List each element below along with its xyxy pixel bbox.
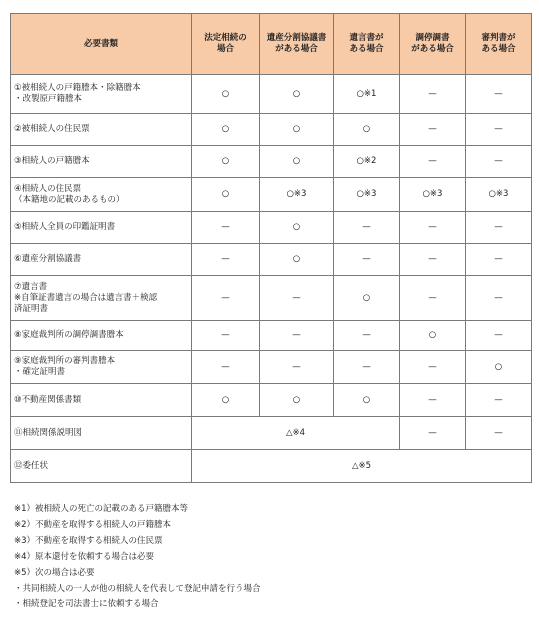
mark-cell: ○ xyxy=(192,178,260,212)
mark-cell: — xyxy=(400,212,466,244)
footnote: ※2）不動産を取得する相続人の戸籍謄本 xyxy=(14,519,172,530)
table-row xyxy=(11,114,532,146)
header-required-documents: 必要書類 xyxy=(11,14,192,75)
mark-cell: — xyxy=(466,276,532,321)
mark-cell: — xyxy=(400,351,466,384)
mark-cell: — xyxy=(466,244,532,276)
mark-cell: — xyxy=(334,351,400,384)
table-row xyxy=(11,351,532,384)
mark-cell: ○ xyxy=(466,351,532,384)
mark-cell: ○ xyxy=(192,146,260,178)
mark-cell: — xyxy=(466,321,532,351)
mark-cell: ○※1 xyxy=(334,75,400,114)
mark-cell: ○ xyxy=(334,114,400,146)
mark-cell: — xyxy=(192,276,260,321)
document-name: ⑨家庭裁判所の審判書謄本 ・確定証明書 xyxy=(11,351,192,384)
mark-cell: — xyxy=(260,321,334,351)
mark-cell: — xyxy=(466,146,532,178)
mark-cell: — xyxy=(260,351,334,384)
mark-cell: ○ xyxy=(260,114,334,146)
mark-cell: ○ xyxy=(334,384,400,417)
table-row xyxy=(11,178,532,212)
document-name: ⑦遺言書 ※自筆証書遺言の場合は遺言書＋検認 済証明書 xyxy=(11,276,192,321)
mark-cell: ○ xyxy=(260,75,334,114)
mark-cell: ○ xyxy=(260,244,334,276)
mark-cell: ○※3 xyxy=(400,178,466,212)
table-header-row xyxy=(11,14,532,75)
mark-cell: — xyxy=(466,75,532,114)
mark-cell: — xyxy=(400,244,466,276)
header-division-agreement: 遺産分割協議書 がある場合 xyxy=(260,14,334,75)
mark-cell: — xyxy=(334,244,400,276)
table-row xyxy=(11,450,532,483)
mark-cell: — xyxy=(400,114,466,146)
document-name: ④相続人の住民票 （本籍地の記載のあるもの） xyxy=(11,178,192,212)
mark-cell: — xyxy=(192,212,260,244)
mark-cell: — xyxy=(400,417,466,450)
mark-cell: ○※3 xyxy=(260,178,334,212)
document-name: ⑪相続関係説明図 xyxy=(11,417,192,450)
mark-cell: ○※2 xyxy=(334,146,400,178)
header-will: 遺言書が ある場合 xyxy=(334,14,400,75)
mark-cell: — xyxy=(466,384,532,417)
mark-cell: — xyxy=(466,114,532,146)
document-name: ①被相続人の戸籍謄本・除籍謄本 ・改製原戸籍謄本 xyxy=(11,75,192,114)
mark-cell: ○ xyxy=(192,114,260,146)
document-name: ③相続人の戸籍謄本 xyxy=(11,146,192,178)
header-statutory-inheritance: 法定相続の 場合 xyxy=(192,14,260,75)
mark-cell: — xyxy=(400,384,466,417)
table-row xyxy=(11,276,532,321)
footnote: ※3）不動産を取得する相続人の住民票 xyxy=(14,535,163,546)
header-judgment: 審判書が ある場合 xyxy=(466,14,532,75)
mark-cell: ○ xyxy=(192,384,260,417)
required-documents-table xyxy=(10,13,532,483)
mark-cell: — xyxy=(334,212,400,244)
document-name: ⑫委任状 xyxy=(11,450,192,483)
footnote: ※5）次の場合は必要 xyxy=(14,567,95,578)
header-mediation: 調停調書 がある場合 xyxy=(400,14,466,75)
table-row xyxy=(11,244,532,276)
mark-cell: — xyxy=(400,75,466,114)
table-row xyxy=(11,321,532,351)
mark-cell: — xyxy=(192,351,260,384)
document-name: ⑧家庭裁判所の調停調書謄本 xyxy=(11,321,192,351)
mark-cell: — xyxy=(192,244,260,276)
mark-cell: ○ xyxy=(400,321,466,351)
document-name: ⑩不動産関係書類 xyxy=(11,384,192,417)
footnote: ※4）原本還付を依頼する場合は必要 xyxy=(14,551,155,562)
footnote: ・相続登記を司法書士に依頼する場合 xyxy=(14,599,159,610)
mark-cell: ○ xyxy=(260,212,334,244)
document-name: ⑤相続人全員の印鑑証明書 xyxy=(11,212,192,244)
merged-mark-cell: △※4 xyxy=(192,417,400,450)
merged-mark-cell: △※5 xyxy=(192,450,532,483)
mark-cell: ○ xyxy=(260,384,334,417)
mark-cell: — xyxy=(260,276,334,321)
table-row xyxy=(11,75,532,114)
mark-cell: ○ xyxy=(192,75,260,114)
table-row xyxy=(11,146,532,178)
mark-cell: — xyxy=(334,321,400,351)
mark-cell: — xyxy=(466,417,532,450)
footnotes xyxy=(14,502,261,613)
mark-cell: ○ xyxy=(334,276,400,321)
mark-cell: ○※3 xyxy=(466,178,532,212)
table-row xyxy=(11,417,532,450)
mark-cell: — xyxy=(466,212,532,244)
mark-cell: ○ xyxy=(260,146,334,178)
footnote: ※1）被相続人の死亡の記載のある戸籍謄本等 xyxy=(14,504,189,514)
table-row xyxy=(11,384,532,417)
document-name: ⑥遺産分割協議書 xyxy=(11,244,192,276)
mark-cell: — xyxy=(192,321,260,351)
documents-table-wrapper xyxy=(10,13,531,483)
mark-cell: — xyxy=(400,146,466,178)
footnote: ・共同相続人の一人が他の相続人を代表して登記申請を行う場合 xyxy=(14,583,261,594)
mark-cell: — xyxy=(400,276,466,321)
mark-cell: ○※3 xyxy=(334,178,400,212)
document-name: ②被相続人の住民票 xyxy=(11,114,192,146)
table-row xyxy=(11,212,532,244)
